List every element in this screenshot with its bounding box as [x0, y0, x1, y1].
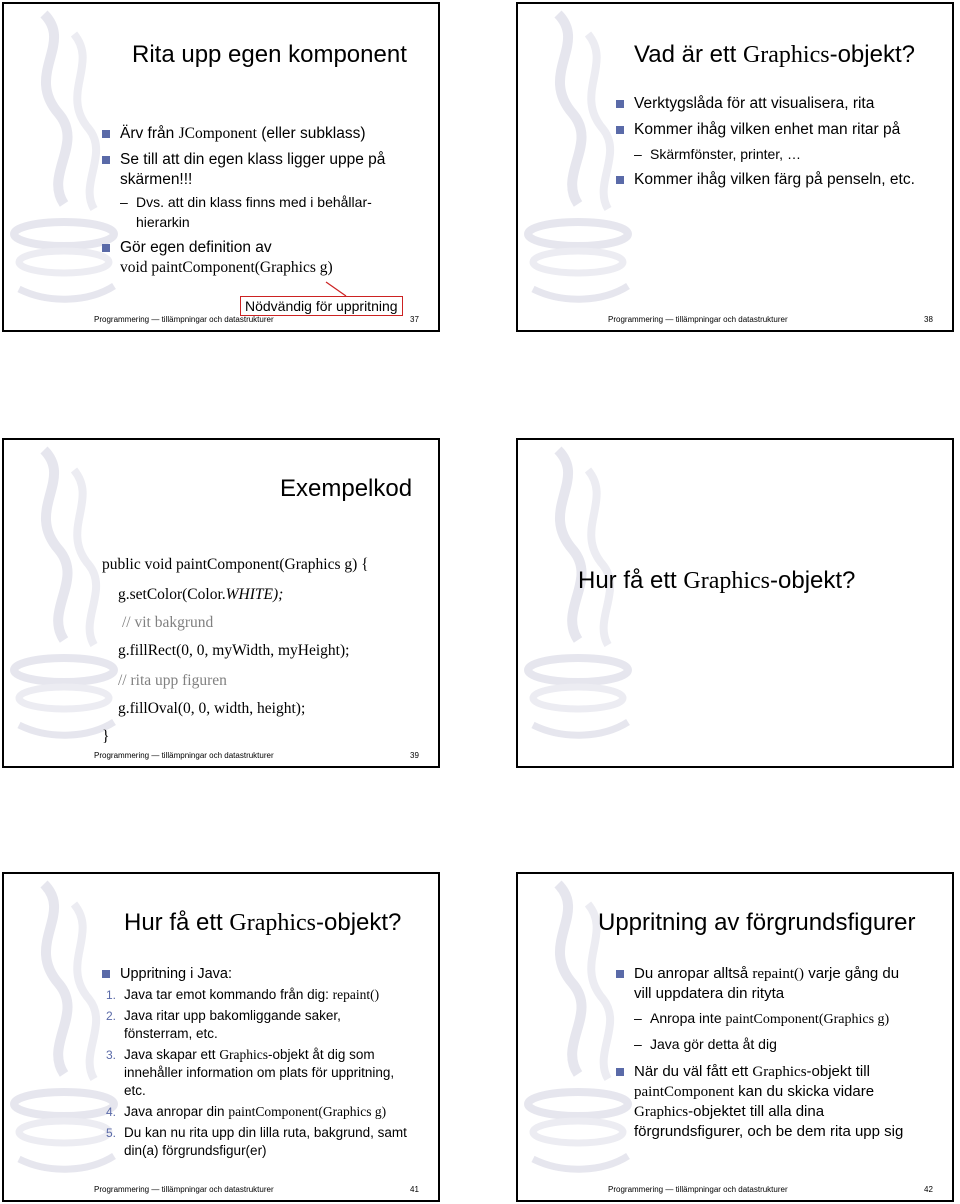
java-logo-icon — [4, 440, 134, 740]
slide-footer: Programmering — tillämpningar och datastrukturer — [608, 315, 788, 324]
slide-39 — [2, 438, 440, 768]
sub-bullet-item: – Java gör detta åt dig — [634, 1036, 777, 1052]
sub-bullet-item: – Dvs. att din klass finns med i behållar-hierarkin — [120, 194, 372, 230]
bullet-item: Uppritning i Java: — [102, 964, 422, 984]
bullet-item: När du väl fått ett Graphics-objekt till paintComponent kan du skicka vidare Graphics-objektet till alla dina förgrundsfigurer, och be dem rita upp sig — [616, 1062, 916, 1142]
code-line: g.setColor(Color.WHITE); — [118, 586, 284, 603]
sub-bullet-item: – Anropa inte paintComponent(Graphics g) — [634, 1010, 890, 1027]
page-number: 38 — [924, 315, 933, 324]
page-number: 39 — [410, 751, 419, 760]
slide-footer: Programmering — tillämpningar och datastrukturer — [94, 1185, 274, 1194]
callout-note: Nödvändig för uppritning — [240, 296, 403, 316]
list-item: 4. Java anropar din paintComponent(Graphics g) — [106, 1104, 387, 1119]
bullet-item: Gör egen definition av void paintComponent(Graphics g) — [102, 238, 422, 278]
bullet-item: Ärv från JComponent (eller subklass) — [102, 124, 422, 144]
code-line: } — [102, 728, 110, 745]
list-item: 2. Java ritar upp bakomliggande saker, fönsterram, etc. — [106, 1008, 341, 1041]
slide-title: Hur få ett Graphics-objekt? — [578, 567, 856, 594]
code-line: g.fillOval(0, 0, width, height); — [118, 700, 306, 717]
code-comment: // vit bakgrund — [122, 614, 214, 631]
page-number: 41 — [410, 1185, 419, 1194]
code-comment: // rita upp figuren — [118, 672, 227, 689]
bullet-item: Se till att din egen klass ligger uppe på skärmen!!! — [102, 150, 422, 190]
slide-footer: Programmering — tillämpningar och datastrukturer — [608, 1185, 788, 1194]
list-item: 5. Du kan nu rita upp din lilla ruta, bakgrund, samt din(a) förgrundsfigur(er) — [106, 1125, 407, 1158]
slide-40 — [516, 438, 954, 768]
bullet-item: Kommer ihåg vilken färg på penseln, etc. — [616, 170, 934, 190]
list-item: 1. Java tar emot kommando från dig: repaint() — [106, 987, 380, 1002]
slide-37 — [2, 2, 440, 332]
bullet-item: Verktygslåda för att visualisera, rita — [616, 94, 916, 114]
slide-41 — [2, 872, 440, 1202]
slide-title: Vad är ett Graphics-objekt? — [634, 41, 915, 68]
slide-42 — [516, 872, 954, 1202]
sub-bullet-item: – Skärmfönster, printer, … — [634, 146, 801, 162]
page-number: 37 — [410, 315, 419, 324]
slide-footer: Programmering — tillämpningar och datastrukturer — [94, 315, 274, 324]
slide-footer: Programmering — tillämpningar och datastrukturer — [94, 751, 274, 760]
slide-title: Exempelkod — [280, 475, 413, 502]
code-line: g.fillRect(0, 0, myWidth, myHeight); — [118, 642, 350, 659]
slide-title: Hur få ett Graphics-objekt? — [124, 909, 402, 936]
slide-38 — [516, 2, 954, 332]
list-item: 3. Java skapar ett Graphics-objekt åt dig som innehåller information om plats för uppritning, etc. — [106, 1047, 395, 1098]
slide-title: Uppritning av förgrundsfigurer — [598, 909, 916, 936]
page-number: 42 — [924, 1185, 933, 1194]
bullet-item: Du anropar alltså repaint() varje gång du vill uppdatera din rityta — [616, 964, 916, 1004]
bullet-item: Kommer ihåg vilken enhet man ritar på — [616, 120, 914, 140]
code-line: public void paintComponent(Graphics g) { — [102, 556, 369, 573]
numbered-list — [100, 986, 410, 1163]
slide-title: Rita upp egen komponent — [132, 41, 407, 68]
